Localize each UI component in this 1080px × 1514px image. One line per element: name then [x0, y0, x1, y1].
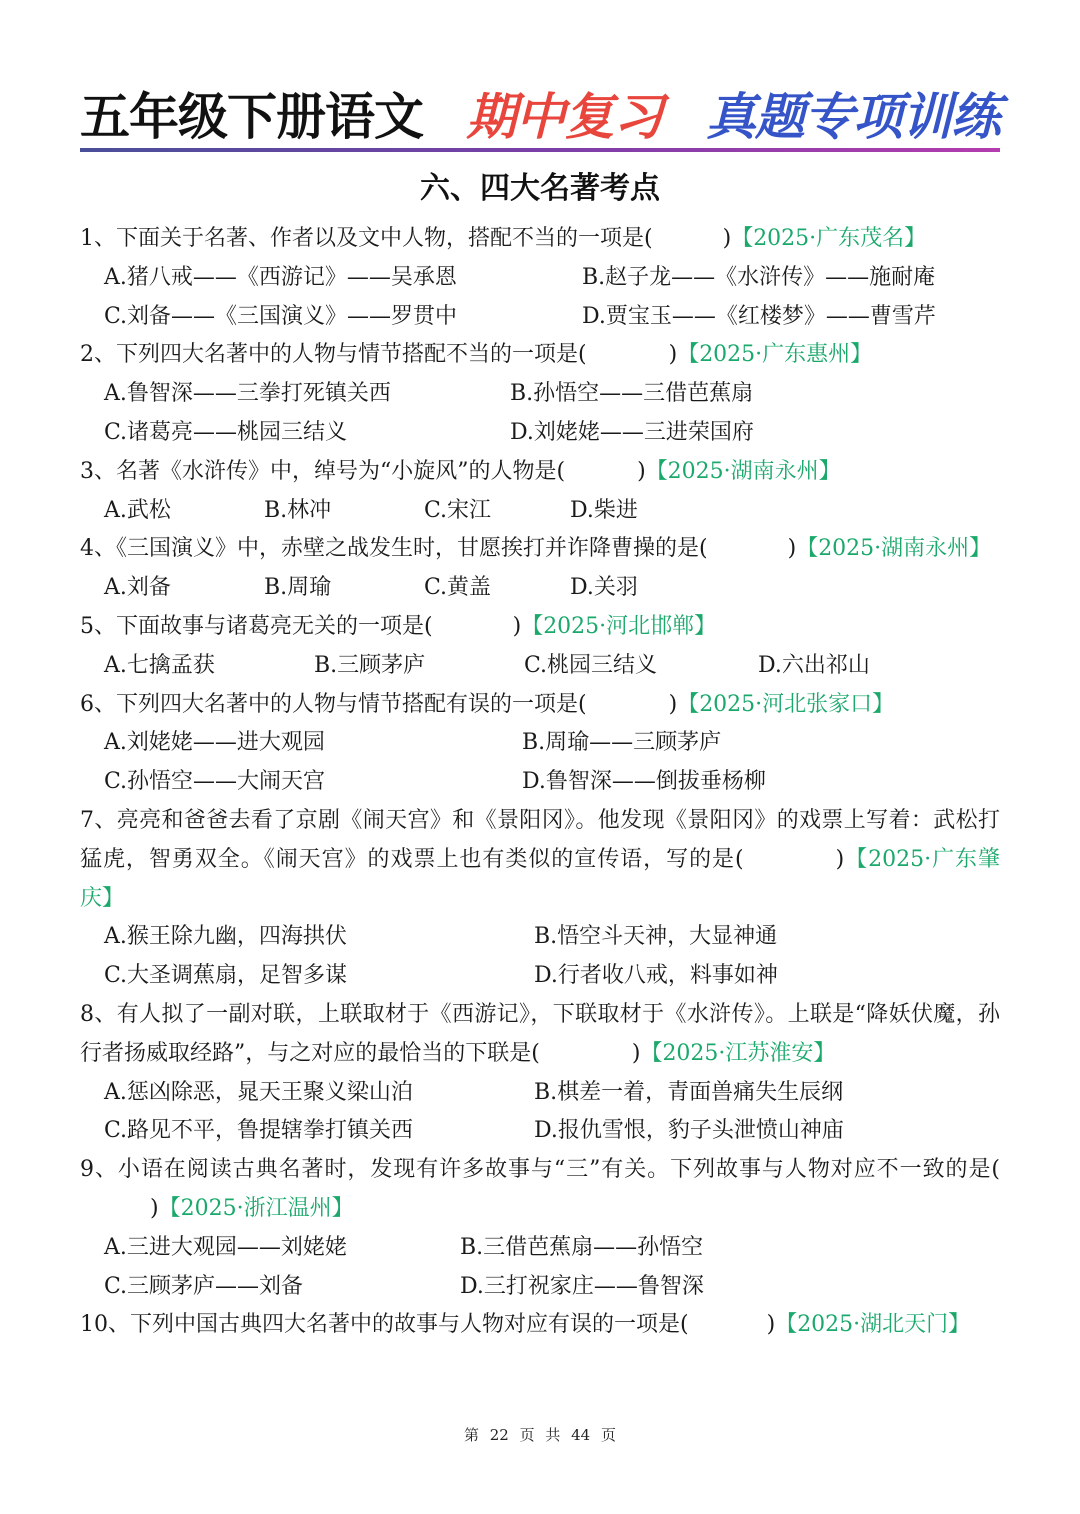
question-source-tag: 【2025·湖南永州】	[645, 458, 841, 484]
question-source-tag: 【2025·浙江温州】	[158, 1195, 354, 1221]
page-header	[80, 88, 1000, 146]
question-source-tag: 【2025·广东惠州】	[677, 342, 873, 368]
page-number: 第 22 页 共 44 页	[463, 1426, 616, 1444]
question-paren-close: )	[766, 1312, 776, 1338]
question-text: 7、亮亮和爸爸去看了京剧《闹天宫》和《景阳冈》。他发现《景阳冈》的戏票上写着：武松打猛虎，智勇双全。《闹天宫》的戏票上也有类似的宣传语，写的是(	[80, 807, 1000, 872]
question-source-tag: 【2025·河北张家口】	[677, 691, 895, 717]
question-item	[80, 336, 1000, 452]
option-row	[80, 414, 1000, 453]
answer-option: B.悟空斗天神，大显神通	[534, 924, 778, 950]
option-row	[80, 1229, 1000, 1268]
header-title-review: 期中复习	[466, 88, 663, 146]
question-stem	[80, 453, 1000, 492]
question-source-tag: 【2025·湖南永州】	[796, 536, 992, 562]
question-stem	[80, 608, 1000, 647]
answer-option: C.宋江	[424, 497, 492, 523]
option-row	[80, 647, 1000, 686]
question-source-tag: 【2025·广东茂名】	[731, 226, 927, 251]
question-text: 3、名著《水浒传》中，绰号为“小旋风”的人物是(	[80, 458, 566, 484]
answer-option: B.周瑜	[264, 575, 332, 601]
answer-option: B.孙悟空——三借芭蕉扇	[510, 381, 754, 407]
answer-option: B.三顾茅庐	[314, 652, 426, 678]
question-stem	[80, 336, 1000, 375]
answer-option: C.刘备——《三国演义》——罗贯中	[104, 303, 458, 329]
answer-option: A.三进大观园——刘姥姥	[104, 1234, 347, 1260]
question-text: 5、下面故事与诸葛亮无关的一项是(	[80, 613, 433, 639]
header-title-training: 真题专项训练	[706, 88, 1000, 146]
question-text: 10、下列中国古典四大名著中的故事与人物对应有误的一项是(	[80, 1312, 689, 1338]
option-row	[80, 492, 1000, 531]
option-row	[80, 259, 1000, 298]
question-stem	[80, 530, 1000, 569]
option-row	[80, 375, 1000, 414]
answer-option: D.柴进	[570, 497, 638, 523]
answer-option: D.鲁智深——倒拔垂杨柳	[522, 769, 766, 795]
question-list	[80, 220, 1000, 1345]
answer-option: D.报仇雪恨，豹子头泄愤山神庙	[534, 1118, 844, 1144]
question-paren-close: )	[668, 342, 678, 368]
answer-option: C.黄盖	[424, 575, 492, 601]
option-row	[80, 724, 1000, 763]
question-stem	[80, 802, 1000, 918]
answer-option: A.鲁智深——三拳打死镇关西	[104, 381, 391, 407]
question-paren-close: )	[631, 1040, 641, 1066]
question-paren-close: )	[512, 613, 522, 639]
answer-option: A.猪八戒——《西游记》——吴承恩	[104, 264, 457, 290]
answer-option: C.大圣调蕉扇，足智多谋	[104, 963, 348, 989]
header-divider	[80, 148, 1000, 152]
question-item	[80, 686, 1000, 802]
answer-option: A.刘姥姥——进大观园	[104, 730, 325, 756]
answer-option: A.猴王除九幽，四海拱伏	[104, 924, 347, 950]
question-item	[80, 1151, 1000, 1306]
question-source-tag: 【2025·河北邯郸】	[521, 613, 717, 639]
answer-option: B.三借芭蕉扇——孙悟空	[460, 1234, 704, 1260]
answer-option: D.六出祁山	[758, 652, 870, 678]
question-item	[80, 453, 1000, 531]
question-paren-close: )	[787, 536, 797, 562]
question-text: 4、《三国演义》中，赤壁之战发生时，甘愿挨打并诈降曹操的是(	[80, 536, 708, 562]
question-paren-close: )	[835, 846, 845, 872]
option-row	[80, 1268, 1000, 1307]
answer-option: B.林冲	[264, 497, 332, 523]
answer-option: D.贾宝玉——《红楼梦》——曹雪芹	[582, 303, 936, 329]
question-paren-close: )	[722, 226, 732, 251]
answer-option: B.周瑜——三顾茅庐	[522, 730, 722, 756]
answer-option: B.赵子龙——《水浒传》——施耐庵	[582, 264, 936, 290]
option-row	[80, 957, 1000, 996]
header-title-grade: 五年级下册语文	[80, 88, 423, 146]
question-text: 2、下列四大名著中的人物与情节搭配不当的一项是(	[80, 342, 587, 368]
question-item	[80, 1306, 1000, 1345]
option-row	[80, 763, 1000, 802]
option-row	[80, 1112, 1000, 1151]
question-stem	[80, 1151, 1000, 1229]
option-row	[80, 298, 1000, 337]
question-source-tag: 【2025·湖北天门】	[775, 1312, 971, 1338]
question-text: 1、下面关于名著、作者以及文中人物，搭配不当的一项是(	[80, 226, 653, 251]
answer-option: B.棋差一着，青面兽痛失生辰纲	[534, 1079, 844, 1105]
question-text: 8、有人拟了一副对联，上联取材于《西游记》，下联取材于《水浒传》。上联是“降妖伏魔，孙行者扬威取经路”，与之对应的最恰当的下联是(	[80, 1001, 1000, 1066]
question-source-tag: 【2025·江苏淮安】	[640, 1040, 836, 1066]
answer-option: A.刘备	[104, 575, 171, 601]
answer-option: D.行者收八戒，料事如神	[534, 963, 778, 989]
question-paren-close: )	[668, 691, 678, 717]
question-paren-close: )	[150, 1195, 159, 1221]
answer-option: C.诸葛亮——桃园三结义	[104, 419, 348, 445]
question-stem	[80, 220, 1000, 259]
question-text: 9、小语在阅读古典名著时，发现有许多故事与“三”有关。下列故事与人物对应不一致的是(	[80, 1157, 1000, 1183]
question-source-tag: 【2025·广东肇庆】	[80, 846, 1000, 911]
section-title: 六、四大名著考点	[420, 171, 660, 206]
question-item	[80, 608, 1000, 686]
question-text: 6、下列四大名著中的人物与情节搭配有误的一项是(	[80, 691, 587, 717]
question-stem	[80, 686, 1000, 725]
answer-option: A.七擒孟获	[104, 652, 215, 678]
option-row	[80, 569, 1000, 608]
answer-option: C.孙悟空——大闹天宫	[104, 769, 326, 795]
question-item	[80, 530, 1000, 608]
question-item	[80, 220, 1000, 336]
question-item	[80, 996, 1000, 1151]
answer-option: C.路见不平，鲁提辖拳打镇关西	[104, 1118, 414, 1144]
question-stem	[80, 1306, 1000, 1345]
answer-option: C.三顾茅庐——刘备	[104, 1273, 304, 1299]
answer-option: D.刘姥姥——三进荣国府	[510, 419, 754, 445]
answer-option: A.惩凶除恶，晁天王聚义梁山泊	[104, 1079, 413, 1105]
answer-option: A.武松	[104, 497, 171, 523]
answer-option: D.三打祝家庄——鲁智深	[460, 1273, 704, 1299]
question-paren-close: )	[637, 458, 646, 484]
answer-option: C.桃园三结义	[524, 652, 658, 678]
option-row	[80, 918, 1000, 957]
question-stem	[80, 996, 1000, 1074]
answer-option: D.关羽	[570, 575, 638, 601]
question-item	[80, 802, 1000, 996]
option-row	[80, 1074, 1000, 1113]
